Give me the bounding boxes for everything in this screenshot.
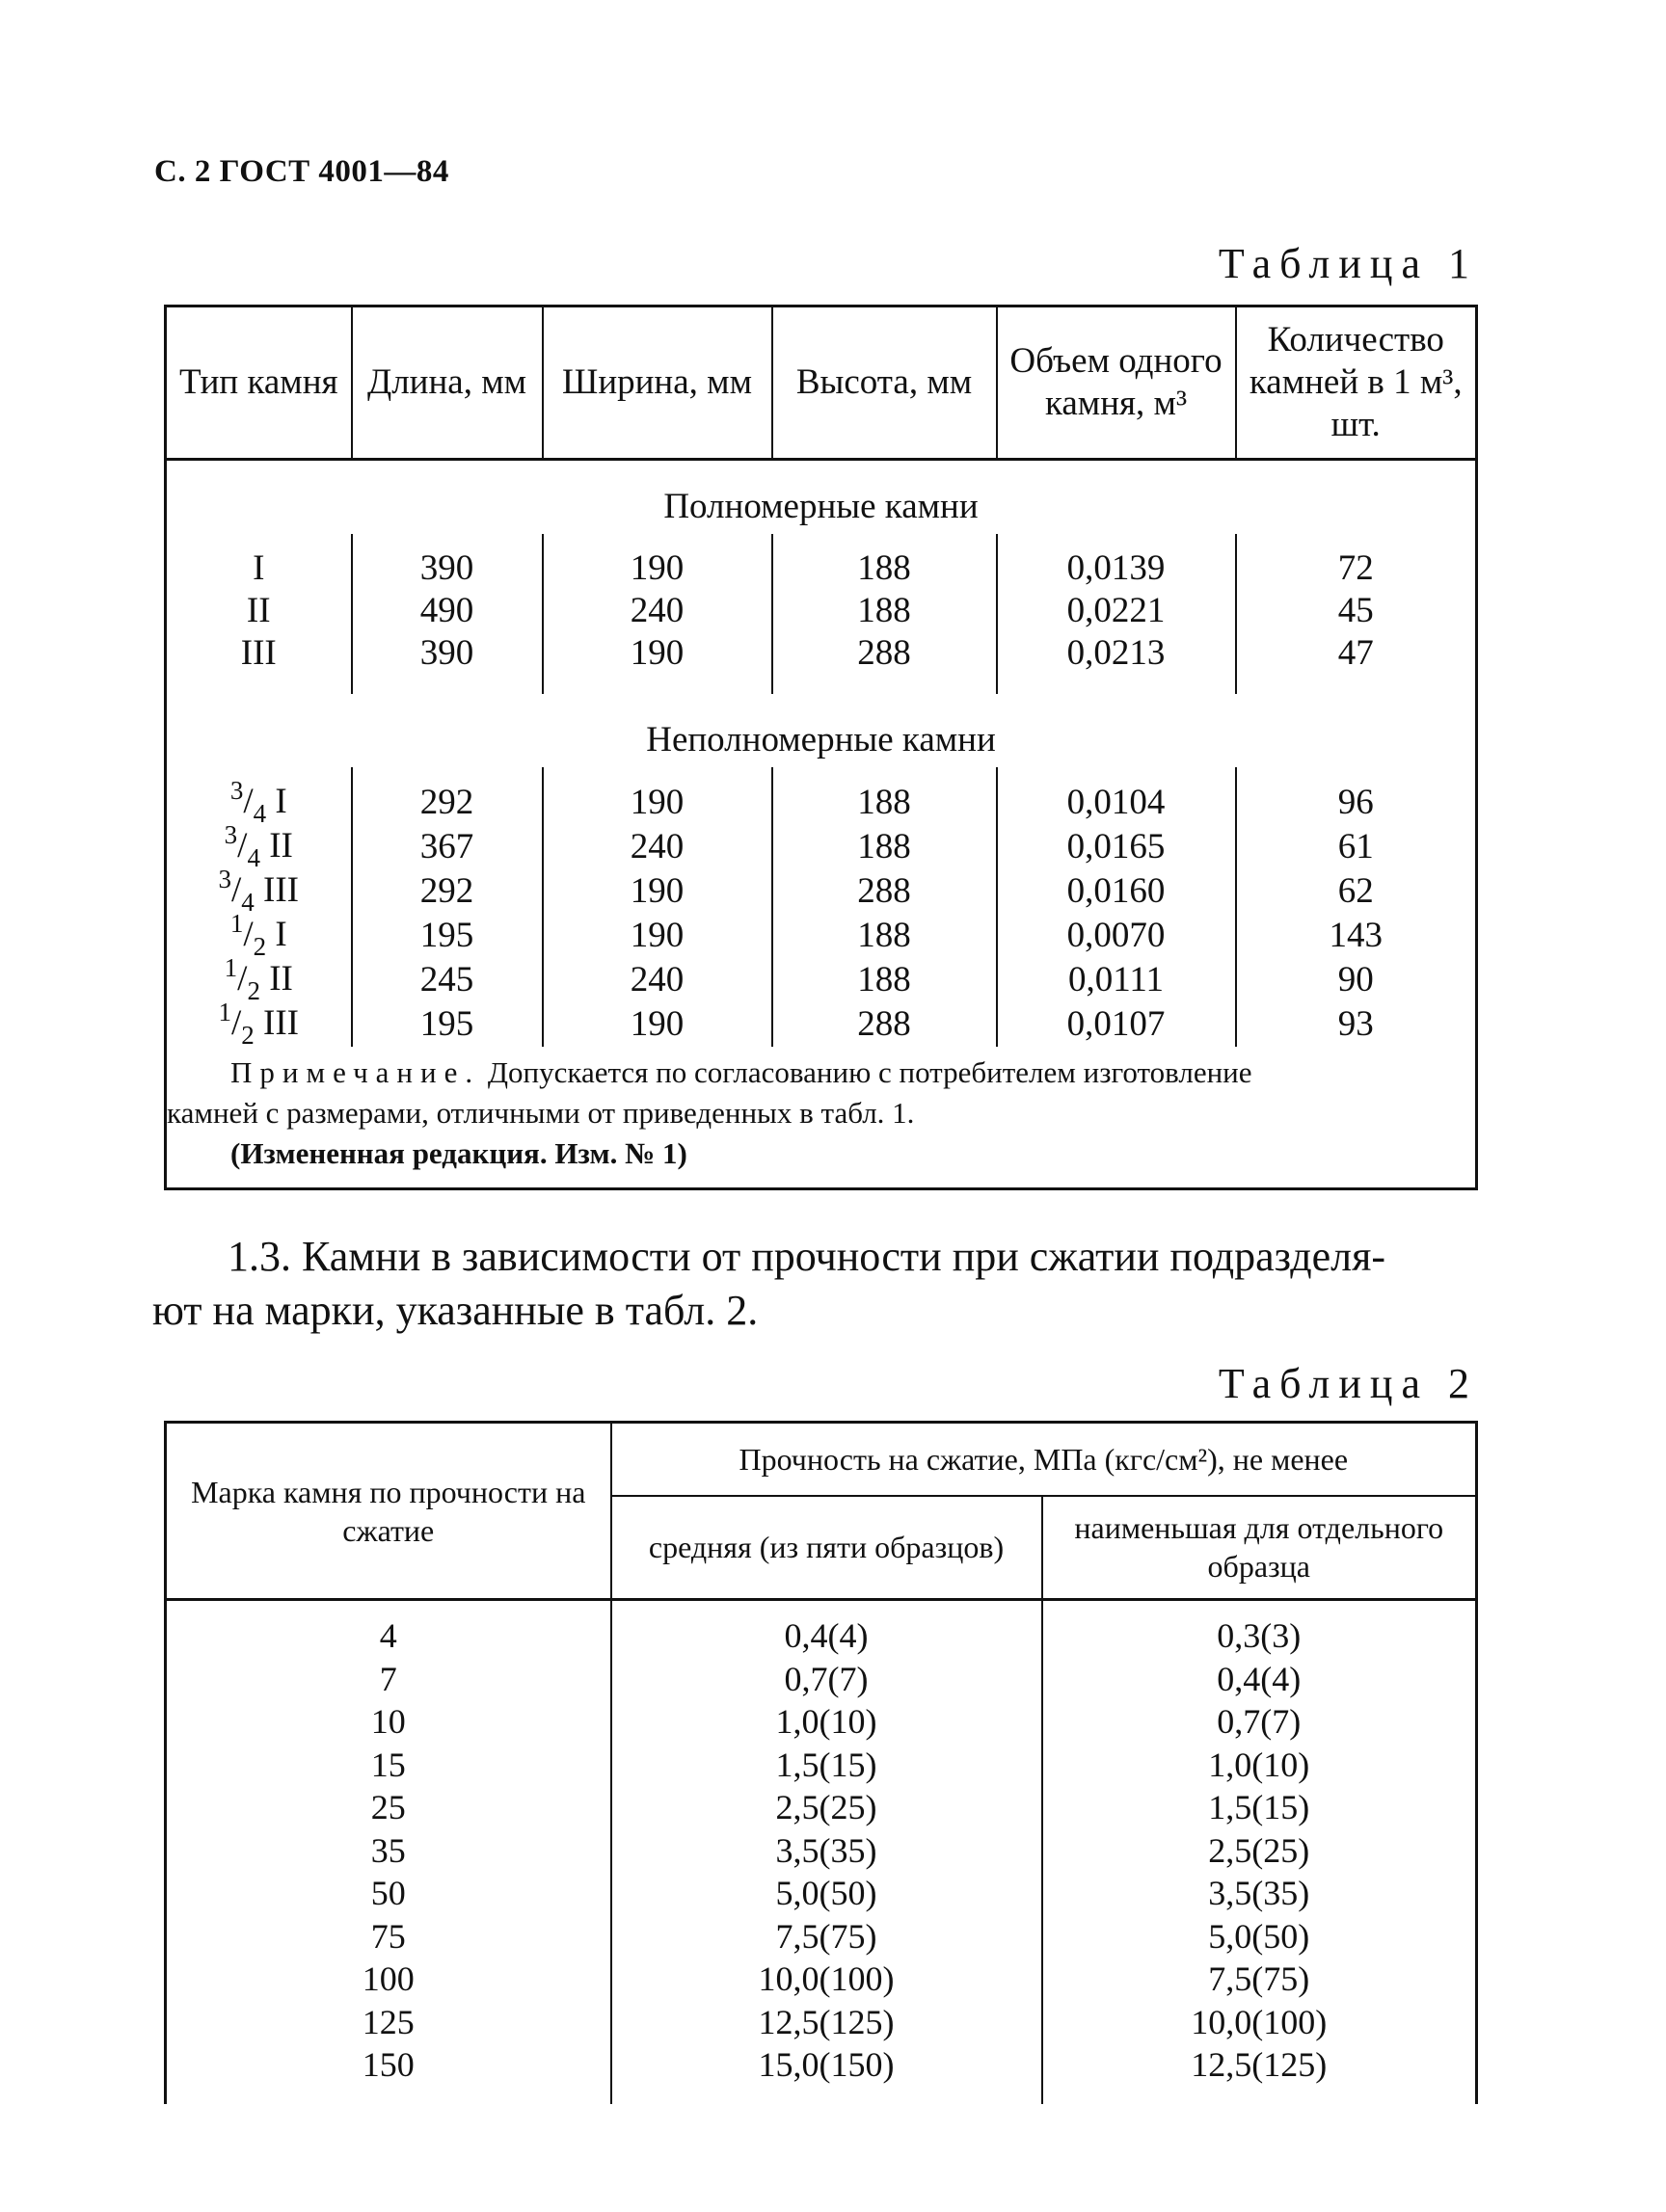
cell-avg: 15,0(150) (611, 2043, 1042, 2104)
section-full-stones: Полномерные камни (663, 487, 979, 526)
cell-type: $^3/_4$ I (229, 776, 287, 828)
cell-avg: 10,0(100) (611, 1958, 1042, 2001)
table-row (166, 1915, 1477, 1959)
cell-height: 188 (772, 534, 997, 590)
cell-count: 72 (1236, 534, 1477, 590)
table1-note (166, 1047, 1477, 1189)
cell-mark: 125 (362, 2002, 415, 2041)
type-roman: III (263, 870, 299, 910)
table-row (166, 1786, 1477, 1829)
cell-volume: 0,0111 (997, 958, 1236, 1002)
fraction-numerator: 1 (224, 953, 238, 982)
note-text-line2: камней с размерами, отличными от приведенных в табл. 1. (167, 1096, 915, 1130)
cell-height: 188 (772, 767, 997, 825)
header-length: Длина, мм (352, 306, 543, 460)
cell-mark: 150 (362, 2045, 415, 2084)
cell-length: 390 (352, 632, 543, 694)
fraction-numerator: 1 (229, 909, 244, 938)
fraction-numerator: 3 (229, 776, 244, 805)
header-height: Высота, мм (772, 306, 997, 460)
cell-min: 10,0(100) (1042, 2001, 1477, 2044)
table-row (166, 1600, 1477, 1658)
cell-length: 195 (352, 914, 543, 958)
cell-avg: 0,7(7) (611, 1658, 1042, 1701)
table-row (166, 534, 1477, 590)
type-roman: III (263, 1003, 299, 1043)
table-row (166, 632, 1477, 694)
cell-height: 188 (772, 825, 997, 869)
table2-caption: Таблица 2 (1218, 1360, 1478, 1407)
cell-avg: 2,5(25) (611, 1786, 1042, 1829)
cell-type: III (240, 633, 277, 673)
cell-width: 190 (543, 1002, 772, 1047)
cell-min: 0,4(4) (1042, 1658, 1477, 1701)
table-row (166, 767, 1477, 825)
cell-mark: 100 (362, 1959, 415, 1998)
section-full-row (166, 460, 1477, 535)
cell-volume: 0,0107 (997, 1002, 1236, 1047)
header-volume: Объем одного камня, м³ (997, 306, 1236, 460)
cell-mark: 4 (379, 1616, 397, 1655)
cell-width: 190 (543, 534, 772, 590)
cell-min: 0,3(3) (1042, 1600, 1477, 1658)
cell-min: 2,5(25) (1042, 1829, 1477, 1873)
cell-length: 292 (352, 869, 543, 914)
header-mark: Марка камня по прочности на сжатие (166, 1423, 611, 1600)
cell-min: 1,5(15) (1042, 1786, 1477, 1829)
cell-length: 245 (352, 958, 543, 1002)
cell-avg: 1,0(10) (611, 1700, 1042, 1744)
section-partial-stones: Неполномерные камни (646, 720, 996, 760)
cell-height: 188 (772, 914, 997, 958)
header-stone-type: Тип камня (166, 306, 352, 460)
cell-min: 3,5(35) (1042, 1872, 1477, 1915)
cell-count: 96 (1236, 767, 1477, 825)
paragraph-1-3 (152, 1230, 1473, 1338)
cell-volume: 0,0165 (997, 825, 1236, 869)
fraction-denominator: 2 (247, 976, 260, 1005)
cell-height: 288 (772, 869, 997, 914)
cell-mark: 35 (370, 1830, 406, 1870)
cell-type: $^1/_2$ I (229, 909, 287, 961)
cell-mark: 7 (379, 1659, 397, 1698)
table-row (166, 958, 1477, 1002)
table-row (166, 1700, 1477, 1744)
paragraph-line1: 1.3. Камни в зависимости от прочности при сжатии подразделя- (228, 1233, 1385, 1280)
note-text-line1: Допускается по согласованию с потребителем изготовление (480, 1055, 1252, 1089)
type-roman: I (275, 782, 287, 821)
cell-volume: 0,0104 (997, 767, 1236, 825)
table-row (166, 1658, 1477, 1701)
fraction-denominator: 2 (241, 1021, 255, 1050)
table1-caption: Таблица 1 (1218, 240, 1478, 287)
table-row (166, 1872, 1477, 1915)
cell-volume: 0,0139 (997, 534, 1236, 590)
table-row (166, 825, 1477, 869)
cell-avg: 7,5(75) (611, 1915, 1042, 1959)
cell-width: 190 (543, 914, 772, 958)
table1-header-row (166, 306, 1477, 460)
header-count: Количество камней в 1 м³, шт. (1236, 306, 1477, 460)
cell-width: 190 (543, 632, 772, 694)
cell-min: 0,7(7) (1042, 1700, 1477, 1744)
cell-count: 47 (1236, 632, 1477, 694)
cell-width: 240 (543, 958, 772, 1002)
cell-avg: 1,5(15) (611, 1744, 1042, 1787)
cell-min: 12,5(125) (1042, 2043, 1477, 2104)
table-row (166, 2043, 1477, 2104)
fraction-denominator: 4 (241, 888, 255, 917)
fraction-denominator: 4 (247, 843, 260, 872)
table2 (164, 1421, 1478, 2104)
cell-type: II (246, 591, 271, 630)
cell-mark: 15 (370, 1745, 406, 1784)
cell-type: I (253, 548, 265, 588)
cell-type: $^1/_2$ III (218, 998, 299, 1050)
cell-volume: 0,0213 (997, 632, 1236, 694)
fraction-denominator: 2 (253, 932, 267, 961)
cell-avg: 12,5(125) (611, 2001, 1042, 2044)
table-row (166, 1829, 1477, 1873)
header-width: Ширина, мм (543, 306, 772, 460)
cell-avg: 5,0(50) (611, 1872, 1042, 1915)
paragraph-line2: ют на марки, указанные в табл. 2. (152, 1287, 759, 1334)
cell-min: 1,0(10) (1042, 1744, 1477, 1787)
table-row (166, 869, 1477, 914)
table-row (166, 1002, 1477, 1047)
cell-count: 62 (1236, 869, 1477, 914)
table-row (166, 590, 1477, 632)
cell-height: 188 (772, 958, 997, 1002)
type-roman: II (269, 959, 293, 999)
cell-count: 90 (1236, 958, 1477, 1002)
page-header: С. 2 ГОСТ 4001—84 (154, 154, 449, 189)
cell-mark: 10 (370, 1702, 406, 1741)
cell-volume: 0,0160 (997, 869, 1236, 914)
note-label: Примечание. (230, 1055, 481, 1089)
cell-mark: 25 (370, 1788, 406, 1826)
cell-height: 288 (772, 632, 997, 694)
fraction-numerator: 3 (218, 865, 231, 893)
cell-width: 240 (543, 825, 772, 869)
section-partial-row (166, 694, 1477, 767)
note-row (166, 1047, 1477, 1189)
cell-length: 367 (352, 825, 543, 869)
cell-count: 143 (1236, 914, 1477, 958)
cell-volume: 0,0070 (997, 914, 1236, 958)
cell-length: 390 (352, 534, 543, 590)
cell-height: 188 (772, 590, 997, 632)
cell-mark: 75 (370, 1916, 406, 1956)
table-row (166, 914, 1477, 958)
fraction-denominator: 4 (253, 799, 267, 828)
type-roman: II (269, 826, 293, 866)
cell-length: 195 (352, 1002, 543, 1047)
cell-avg: 0,4(4) (611, 1600, 1042, 1658)
cell-count: 93 (1236, 1002, 1477, 1047)
table-row (166, 1958, 1477, 2001)
cell-avg: 3,5(35) (611, 1829, 1042, 1873)
cell-length: 490 (352, 590, 543, 632)
cell-volume: 0,0221 (997, 590, 1236, 632)
revision-note: (Измененная редакция. Изм. № 1) (230, 1136, 687, 1170)
table1 (164, 305, 1478, 1190)
table-row (166, 2001, 1477, 2044)
header-min: наименьшая для отдельного образца (1042, 1496, 1477, 1600)
type-roman: I (275, 915, 287, 954)
fraction-numerator: 3 (224, 820, 238, 849)
cell-height: 288 (772, 1002, 997, 1047)
cell-type: $^3/_4$ II (224, 820, 293, 872)
table-row (166, 1744, 1477, 1787)
cell-type: $^1/_2$ II (224, 953, 293, 1005)
cell-min: 5,0(50) (1042, 1915, 1477, 1959)
cell-mark: 50 (370, 1874, 406, 1912)
cell-width: 190 (543, 869, 772, 914)
cell-width: 240 (543, 590, 772, 632)
header-strength: Прочность на сжатие, МПа (кгс/см²), не менее (611, 1423, 1477, 1496)
cell-type: $^3/_4$ III (218, 865, 299, 917)
header-avg: средняя (из пяти образцов) (611, 1496, 1042, 1600)
table2-header-row-top (166, 1423, 1477, 1496)
cell-width: 190 (543, 767, 772, 825)
cell-min: 7,5(75) (1042, 1958, 1477, 2001)
cell-length: 292 (352, 767, 543, 825)
cell-count: 61 (1236, 825, 1477, 869)
cell-count: 45 (1236, 590, 1477, 632)
fraction-numerator: 1 (218, 998, 231, 1026)
